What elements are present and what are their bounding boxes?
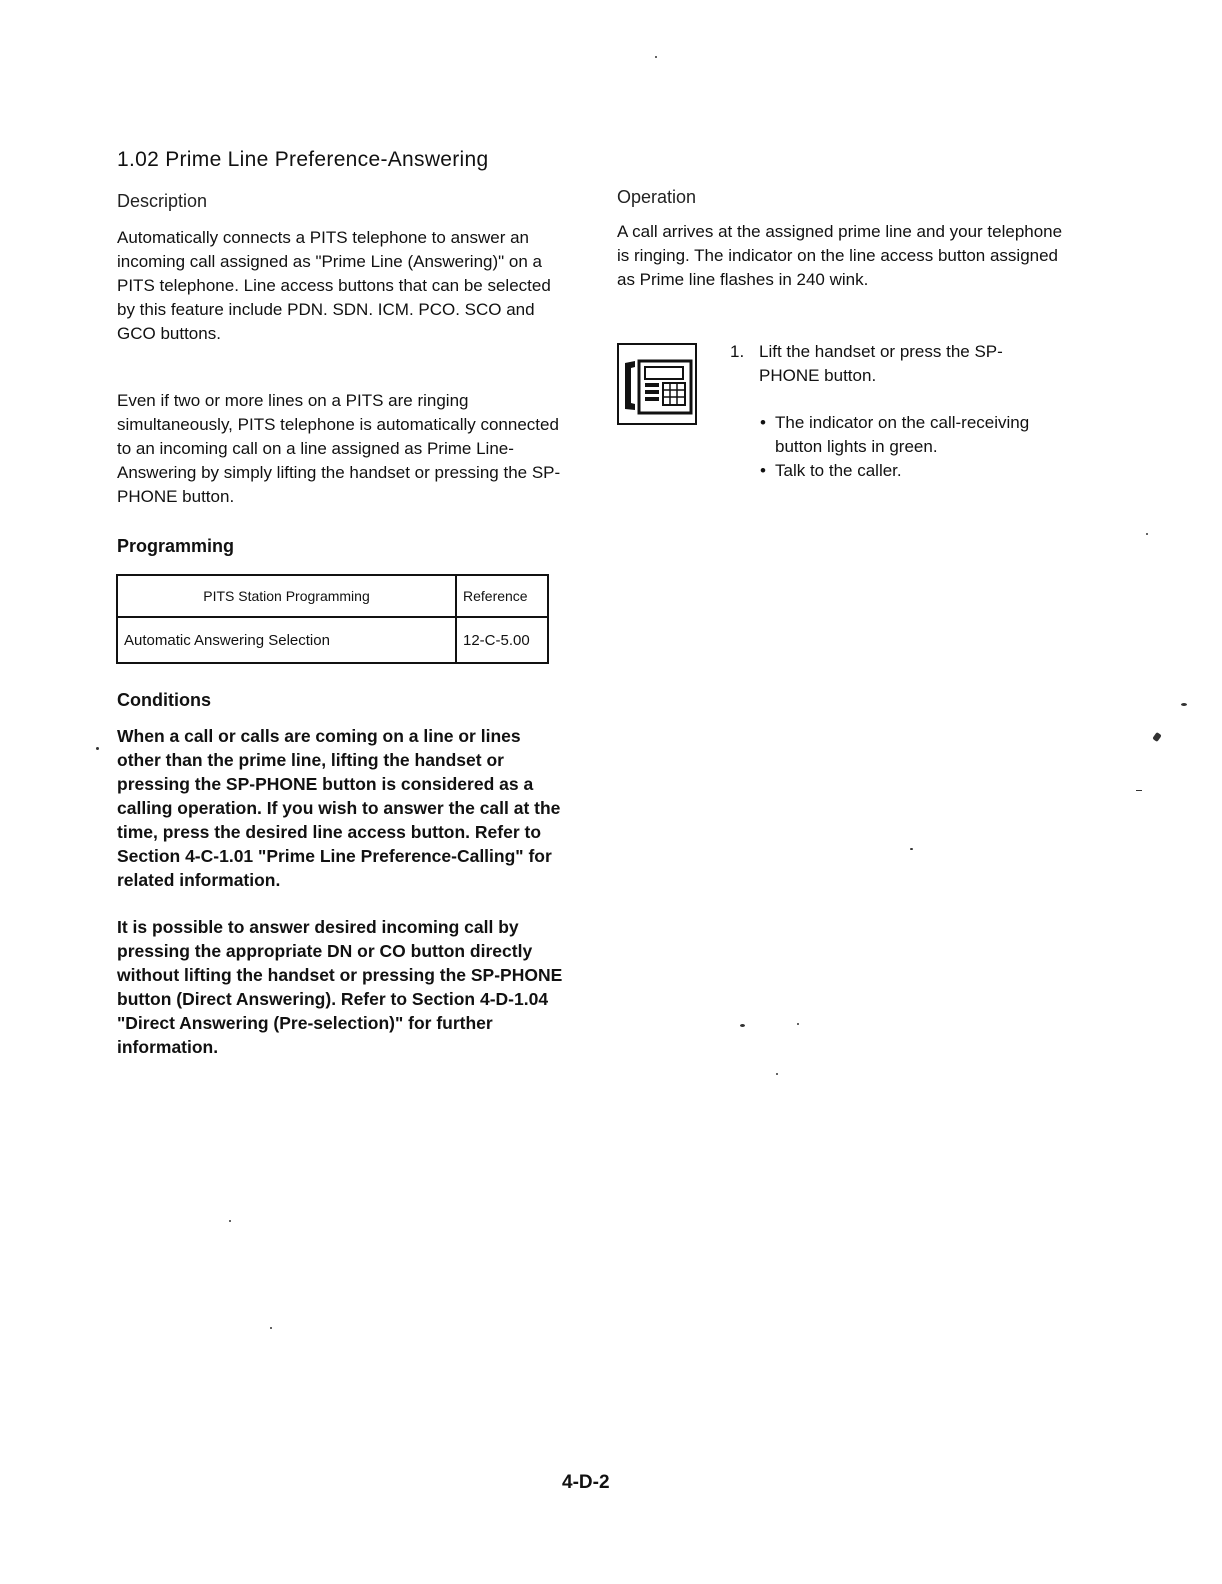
list-item: • Talk to the caller. xyxy=(760,459,1080,483)
description-heading: Description xyxy=(117,191,208,211)
scan-speck xyxy=(1181,703,1187,706)
table-header-row xyxy=(117,575,548,617)
scan-speck xyxy=(1146,533,1148,535)
table-header-programming: PITS Station Programming xyxy=(117,575,456,617)
programming-table xyxy=(116,574,549,664)
scan-speck xyxy=(776,1073,778,1075)
conditions-paragraph-1: When a call or calls are coming on a line or lines other than the prime line, lifting the handset or pressing the SP-PHONE button is considered as a calling operation. If you wish to answer the call at the time, press the desired line access button. Refer to Section 4-C-1.01 "Prime Line Preference-Calling" for related information. xyxy=(117,726,561,890)
table-header-reference: Reference xyxy=(456,575,548,617)
description-paragraph-1: Automatically connects a PITS telephone to answer an incoming call assigned as "Prime Line (Answering)" on a PITS telephone. Line access buttons that can be selected by this feature include PDN. SDN. ICM. PCO. SCO and GCO buttons. xyxy=(117,228,551,343)
step-text: Lift the handset or press the SP-PHONE button. xyxy=(759,342,1003,385)
scan-speck xyxy=(96,747,99,750)
operation-paragraph: A call arrives at the assigned prime line and your telephone is ringing. The indicator on the line access button assigned as Prime line flashes in 240 wink. xyxy=(617,222,1063,289)
conditions-heading: Conditions xyxy=(117,690,211,710)
operation-bullet-list xyxy=(760,411,1080,483)
scan-speck xyxy=(270,1327,272,1329)
section-title: 1.02 Prime Line Preference-Answering xyxy=(117,148,489,171)
scan-speck xyxy=(740,1024,745,1027)
list-item: • The indicator on the call-receiving button lights in green. xyxy=(760,411,1080,459)
scan-speck xyxy=(797,1023,799,1025)
scan-speck xyxy=(1136,790,1142,791)
table-cell-feature: Automatic Answering Selection xyxy=(117,617,456,663)
operation-heading: Operation xyxy=(617,187,697,207)
scan-speck xyxy=(229,1220,231,1222)
table-cell-reference: 12-C-5.00 xyxy=(456,617,548,663)
conditions-paragraph-2: It is possible to answer desired incoming call by pressing the appropriate DN or CO button directly without lifting the handset or pressing the SP-PHONE button (Direct Answering). Refer to Section 4-D-1.04 "Direct Answering (Pre-selection)" for further information. xyxy=(117,917,563,1057)
scan-speck xyxy=(655,56,657,58)
description-paragraph-2: Even if two or more lines on a PITS are ringing simultaneously, PITS telephone is automatically connected to an incoming call on a line assigned as Prime Line-Answering by simply lifting the handset or pressing the SP-PHONE button. xyxy=(117,391,561,506)
scan-speck xyxy=(910,848,913,850)
programming-heading: Programming xyxy=(117,536,235,556)
table-row xyxy=(117,617,548,663)
operation-step-1 xyxy=(730,340,1060,388)
page-number: 4-D-2 xyxy=(562,1472,610,1493)
step-number: 1. xyxy=(730,342,745,361)
telephone-handset-icon xyxy=(617,343,697,425)
scan-speck xyxy=(1152,732,1162,742)
